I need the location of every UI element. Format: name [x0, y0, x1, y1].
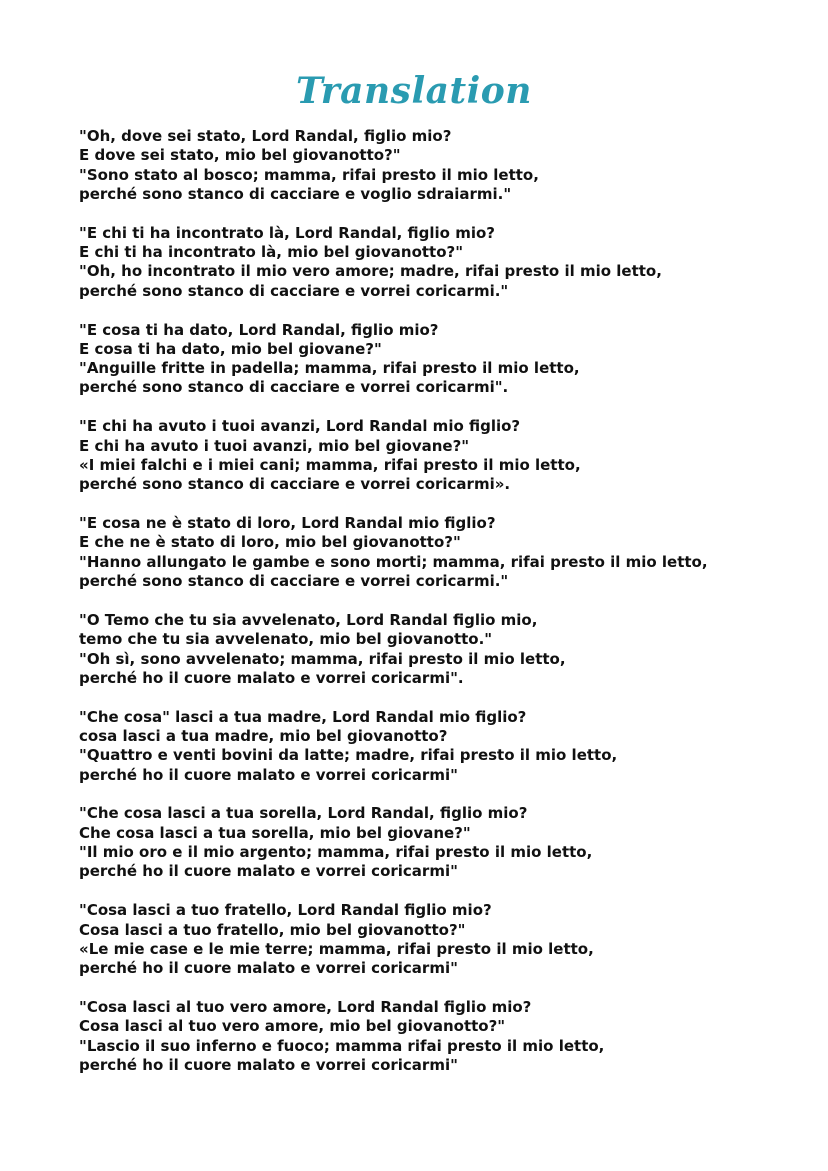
- stanza: [79, 321, 799, 398]
- poem-line: perché sono stanco di cacciare e vorrei coricarmi.": [79, 572, 509, 591]
- poem-line: Cosa lasci a tuo fratello, mio bel giovanotto?": [79, 920, 466, 939]
- stanza: [79, 901, 799, 978]
- poem-line: E che ne è stato di loro, mio bel giovanotto?": [79, 533, 461, 552]
- stanza: [79, 417, 799, 494]
- poem-line: "Quattro e venti bovini da latte; madre, rifai presto il mio letto,: [79, 746, 618, 765]
- poem-line: "Che cosa" lasci a tua madre, Lord Randal mio figlio?: [79, 707, 527, 726]
- poem-line: E chi ha avuto i tuoi avanzi, mio bel giovane?": [79, 436, 470, 455]
- poem-line: "Il mio oro e il mio argento; mamma, rifai presto il mio letto,: [79, 843, 593, 862]
- poem-line: "Cosa lasci a tuo fratello, Lord Randal figlio mio?: [79, 901, 492, 920]
- poem-line: Cosa lasci al tuo vero amore, mio bel giovanotto?": [79, 1017, 506, 1036]
- poem-line: "Oh sì, sono avvelenato; mamma, rifai presto il mio letto,: [79, 649, 566, 668]
- poem-line: perché sono stanco di cacciare e voglio sdraiarmi.": [79, 184, 512, 203]
- poem-line: "Hanno allungato le gambe e sono morti; mamma, rifai presto il mio letto,: [79, 552, 708, 571]
- poem-line: "E chi ha avuto i tuoi avanzi, Lord Randal mio figlio?: [79, 417, 521, 436]
- poem-line: "Anguille fritte in padella; mamma, rifai presto il mio letto,: [79, 359, 580, 378]
- poem-line: "Sono stato al bosco; mamma, rifai presto il mio letto,: [79, 165, 539, 184]
- poem-line: temo che tu sia avvelenato, mio bel giovanotto.": [79, 630, 493, 649]
- poem-line: perché sono stanco di cacciare e vorrei coricarmi.": [79, 281, 509, 300]
- poem-line: E cosa ti ha dato, mio bel giovane?": [79, 339, 382, 358]
- poem-line: perché sono stanco di cacciare e vorrei coricarmi".: [79, 378, 509, 397]
- stanza: [79, 224, 799, 301]
- poem-line: cosa lasci a tua madre, mio bel giovanotto?: [79, 726, 448, 745]
- stanza: [79, 514, 799, 591]
- poem-line: "O Temo che tu sia avvelenato, Lord Randal figlio mio,: [79, 610, 538, 629]
- poem-line: E chi ti ha incontrato là, mio bel giovanotto?": [79, 243, 464, 262]
- page-title: Translation: [296, 70, 532, 112]
- stanza: [79, 708, 799, 785]
- stanza: [79, 804, 799, 881]
- poem-line: perché ho il cuore malato e vorrei coricarmi": [79, 862, 458, 881]
- poem-line: «Le mie case e le mie terre; mamma, rifai presto il mio letto,: [79, 939, 594, 958]
- poem-line: "E cosa ne è stato di loro, Lord Randal mio figlio?: [79, 514, 496, 533]
- stanza: [79, 127, 799, 204]
- stanza: [79, 998, 799, 1075]
- poem-line: perché ho il cuore malato e vorrei coricarmi".: [79, 668, 464, 687]
- poem-line: "Cosa lasci al tuo vero amore, Lord Randal figlio mio?: [79, 998, 532, 1017]
- poem-line: "Oh, dove sei stato, Lord Randal, figlio mio?: [79, 127, 452, 145]
- poem-line: "E cosa ti ha dato, Lord Randal, figlio mio?: [79, 320, 439, 339]
- poem-line: perché ho il cuore malato e vorrei coricarmi": [79, 765, 458, 784]
- stanza: [79, 611, 799, 688]
- poem-line: "Lascio il suo inferno e fuoco; mamma rifai presto il mio letto,: [79, 1036, 605, 1055]
- poem-line: "E chi ti ha incontrato là, Lord Randal, figlio mio?: [79, 223, 495, 242]
- poem-line: "Oh, ho incontrato il mio vero amore; madre, rifai presto il mio letto,: [79, 262, 662, 281]
- poem-line: perché ho il cuore malato e vorrei coricarmi": [79, 1055, 458, 1074]
- poem-line: E dove sei stato, mio bel giovanotto?": [79, 146, 401, 165]
- poem-line: «I miei falchi e i miei cani; mamma, rifai presto il mio letto,: [79, 455, 581, 474]
- poem-line: Che cosa lasci a tua sorella, mio bel giovane?": [79, 823, 471, 842]
- poem-line: perché ho il cuore malato e vorrei coricarmi": [79, 959, 458, 978]
- poem-body: [79, 127, 799, 1095]
- poem-line: perché sono stanco di cacciare e vorrei coricarmi».: [79, 475, 511, 494]
- poem-line: "Che cosa lasci a tua sorella, Lord Randal, figlio mio?: [79, 804, 528, 823]
